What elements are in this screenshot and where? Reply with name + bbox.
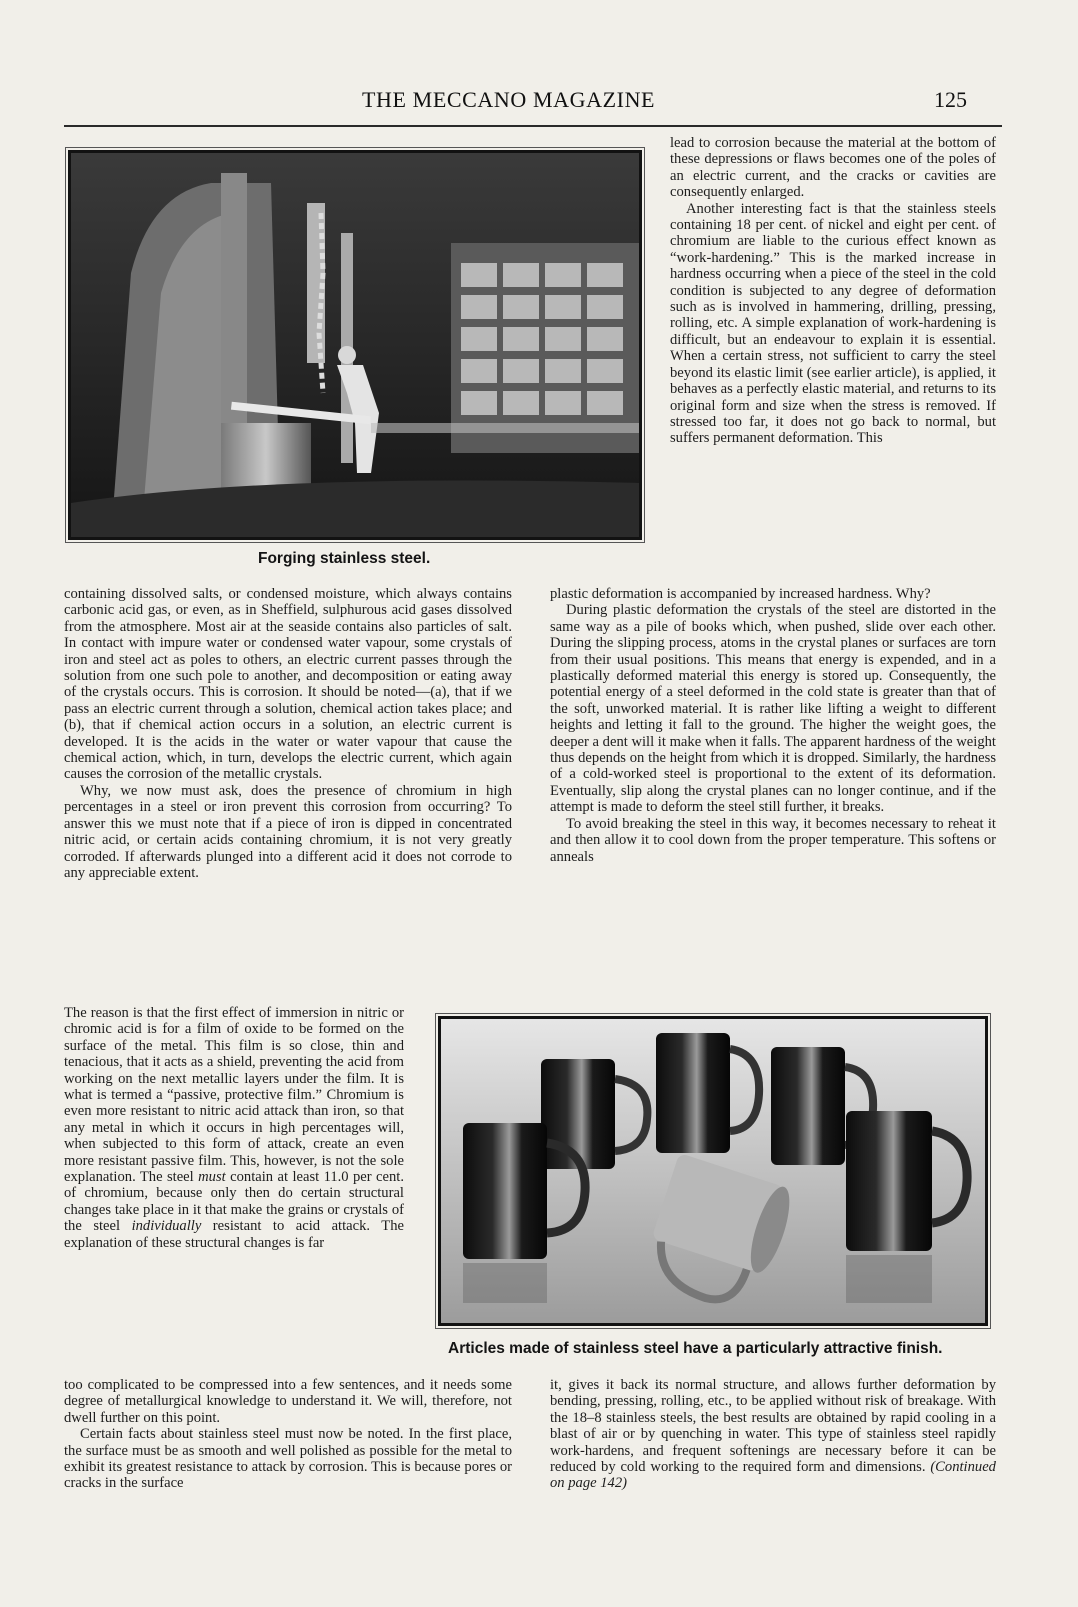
- paragraph: lead to corrosion because the material at the bottom of these depressions or flaws becomes one of the poles of an electric current, and the cracks or cavities are consequently enlarged.: [670, 135, 996, 201]
- paragraph: During plastic deformation the crystals of the steel are distorted in the same way as a pile of books which, when pushed, slide over each other. During the slipping process, atoms in the crystal planes or surfaces are torn from their usual positions. This means that energy is expended, and in a plastically deformed material this energy is stored up. Consequently, the potential energy of a steel deformed in the cold state is greater than that of the soft, unworked material. It is rather like lifting a weight to different heights and letting it fall to the ground. The higher the weight goes, the deeper a dent will it make when it falls. The apparent hardness of the weight thus depends on the height from which it is dropped. Similarly, the hardness of a cold-worked steel is proportional to the extent of its deformation. Eventually, slip along the crystal planes can no longer continue, and if the attempt is made to deform the steel still further, it breaks.: [550, 602, 996, 816]
- paragraph: containing dissolved salts, or condensed moisture, which always contains carbonic acid gas, or even, as in Sheffield, sulphurous acid gases dissolved from the atmosphere. Most air at the seaside contains also particles of salt. In contact with impure water or condensed water vapour, some crystals of iron and steel act as poles to others, an electric current passes through the solution from one such pole to another, and decomposition or eating away of the crystals occurs. This is corrosion. It should be noted—(a), that if we pass an electric current through a solution, chemical action takes place; and (b), that if chemical action occurs in a solution, an electric current is developed. It is the acids in the water or water vapour that cause the chemical action, which, in turn, develops the electric current, which again causes the corrosion of the metallic crystals.: [64, 586, 512, 783]
- left-column-narrow: [64, 1005, 404, 1251]
- left-column-bottom: [64, 1377, 512, 1492]
- paragraph: [64, 1005, 404, 1251]
- italic-run: individually: [131, 1218, 202, 1235]
- text-run: resistant to acid attack. The explanation of these structural changes is far: [64, 1218, 404, 1251]
- right-column-bottom: [550, 1377, 996, 1492]
- forging-photo: [68, 150, 642, 540]
- text-run: it, gives it back its normal structure, and allows further deformation by bending, pressing, rolling, etc., to be applied without risk of breakage. With the 18–8 stainless steels, the best results are obtained by rapid cooling in a blast of air or by quenching in water. This type of stainless steel rapidly work-hardens, and frequent softenings are necessary before it can be reduced by cold working to the required form and dimensions.: [550, 1377, 996, 1476]
- forging-caption: Forging stainless steel.: [258, 550, 431, 567]
- forging-illustration: [71, 153, 639, 537]
- mugs-photo: [438, 1016, 988, 1326]
- right-column-top: [670, 135, 996, 447]
- paragraph: To avoid breaking the steel in this way, it becomes necessary to reheat it and then allow it to cool down from the proper temperature. This softens or anneals: [550, 815, 996, 865]
- paragraph: plastic deformation is accompanied by increased hardness. Why?: [550, 586, 931, 602]
- header-rule: [64, 125, 1002, 127]
- paragraph: [550, 1377, 996, 1492]
- paragraph: Another interesting fact is that the stainless steels containing 18 per cent. of nickel and eight per cent. of chromium are liable to the curious effect known as “work-hardening.” This is the marked increase in hardness occurring when a piece of the steel in the cold condition is subjected to any degree of deformation such as is involved in hammering, drilling, pressing, rolling, etc. A simple explanation of work-hardening is difficult, but an endeavour to explain it is essential. When a certain stress, not sufficient to carry the steel beyond its elastic limit (see earlier article), is applied, it behaves as a perfectly elastic material, and returns to its original form and size when the stress is removed. If stressed too far, it does not go back to normal, but suffers permanent deformation. This: [670, 200, 996, 447]
- paragraph: too complicated to be compressed into a few sentences, and it needs some degree of metallurgical knowledge to understand it. We will, therefore, not dwell further on this point.: [64, 1377, 512, 1426]
- italic-run: must: [198, 1169, 226, 1186]
- paragraph: Why, we now must ask, does the presence of chromium in high percentages in a steel or iron prevent this corrosion from occurring? To answer this we must note that if a piece of iron is dipped in concentrated nitric acid, or certain acids containing chromium, it is not very greatly corroded. If afterwards plunged into a different acid it does not corrode to any appreciable extent.: [64, 782, 512, 881]
- page-number: 125: [934, 87, 967, 112]
- left-column-mid: [64, 586, 512, 881]
- mugs-caption: Articles made of stainless steel have a particularly attractive finish.: [448, 1340, 943, 1357]
- magazine-title: THE MECCANO MAGAZINE: [362, 87, 656, 112]
- continued-note: (Continued on page 142): [550, 1459, 996, 1492]
- paragraph: Certain facts about stainless steel must now be noted. In the first place, the surface must be as smooth and well polished as possible for the metal to exhibit its greatest resistance to attack by corrosion. This is because pores or cracks in the surface: [64, 1426, 512, 1492]
- right-column-mid: [550, 586, 996, 865]
- mugs-illustration: [441, 1019, 985, 1323]
- text-run: The reason is that the first effect of immersion in nitric or chromic acid is for a film of oxide to be formed on the surface of the metal. This film is so close, thin and tenacious, that it acts as a shield, preventing the acid from working on the next metallic layers under the film. It is what is termed a “passive, protective film.” Chromium is even more resistant to nitric acid attack than iron, so that any metal in which it occurs in high percentages will, when subjected to this form of attack, create an even more resistant passive film. This, however, is not the sole explanation. The steel: [64, 1005, 404, 1186]
- text-run: contain at least 11.0 per cent. of chromium, because only then do certain structural changes take place in it that make the grains or crystals of the steel: [64, 1169, 405, 1235]
